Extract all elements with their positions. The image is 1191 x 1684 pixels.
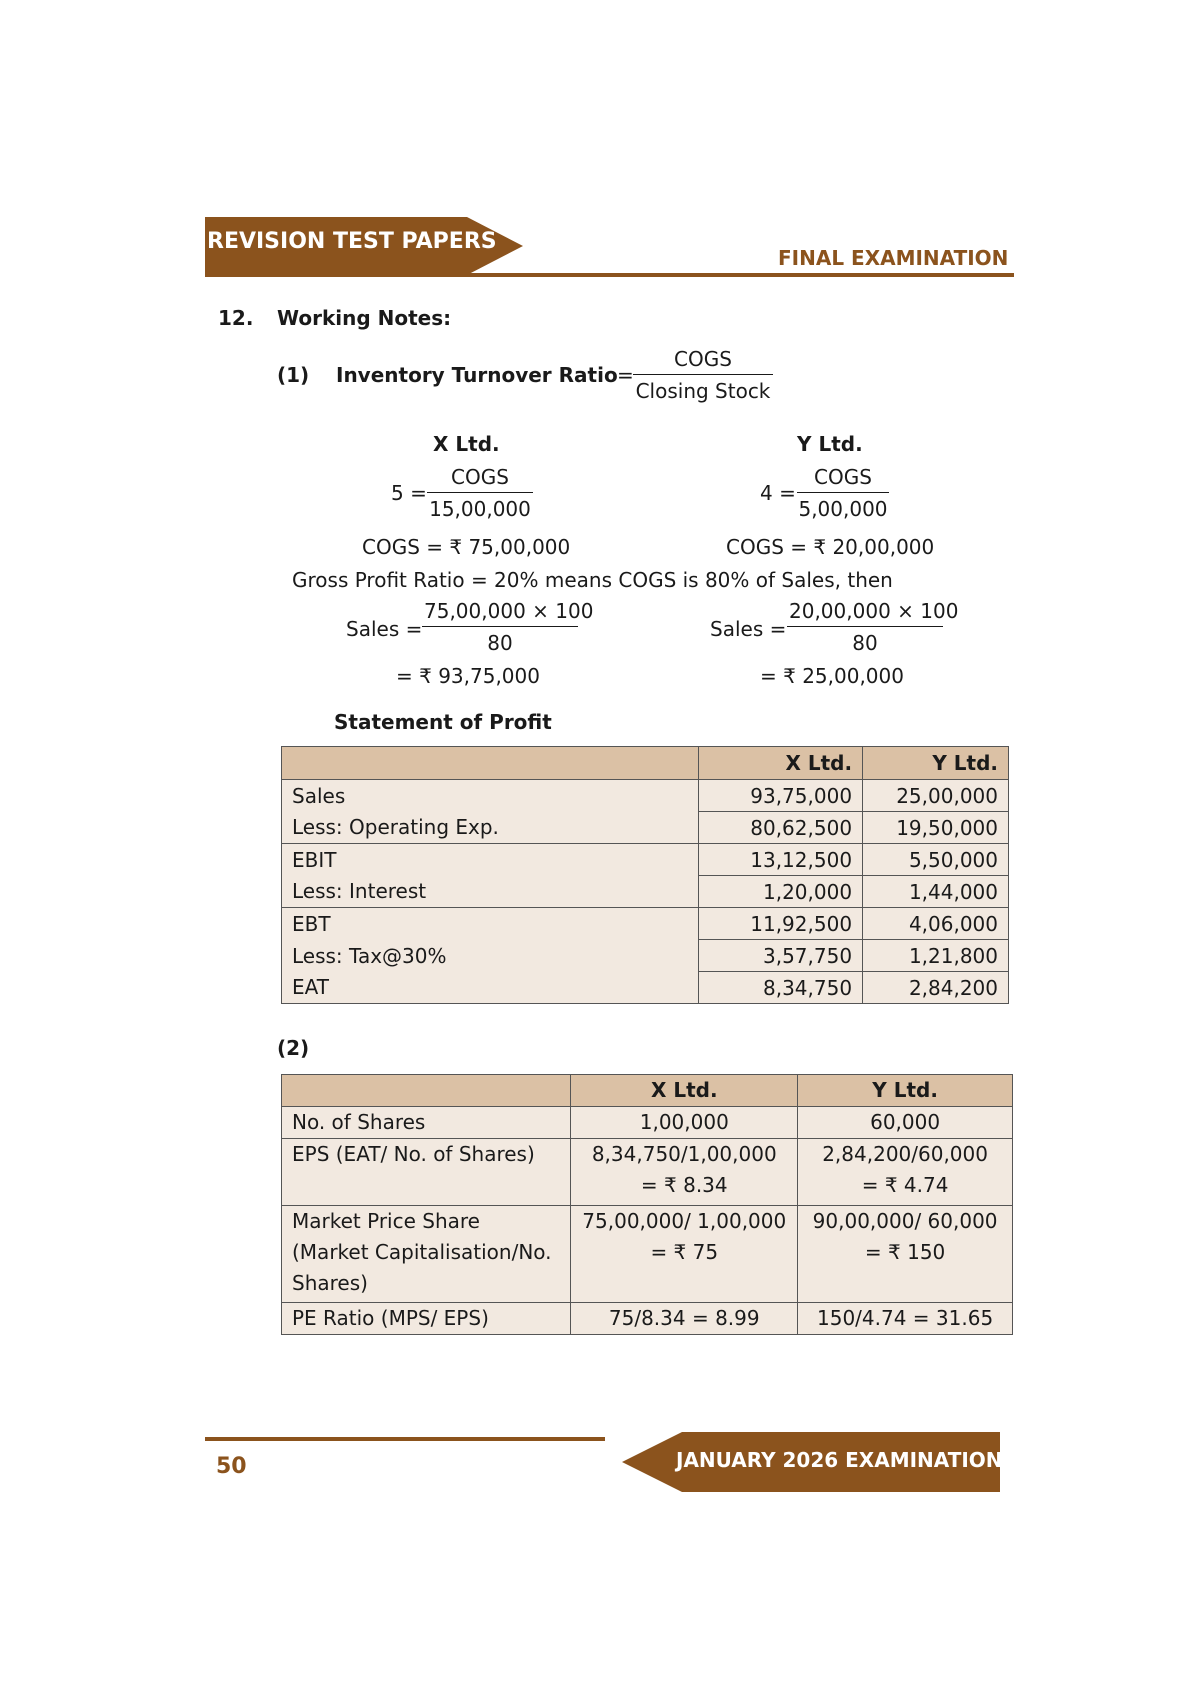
row-y-value: 5,50,000 (863, 844, 1009, 876)
x-cogs-result: COGS = ₹ 75,00,000 (362, 535, 571, 559)
table-row (282, 844, 1009, 876)
row-x-value: 8,34,750 (699, 972, 863, 1004)
x-ratio-label: 5 = (391, 481, 427, 505)
x-sales-fraction (422, 599, 594, 655)
row-y-value: 1,21,800 (863, 940, 1009, 972)
row-y-value: 25,00,000 (863, 780, 1009, 812)
row-label: Less: Tax@30% (282, 940, 699, 972)
row-x-value: 13,12,500 (699, 844, 863, 876)
y-sales-fraction (787, 599, 959, 655)
row-x-value (571, 1206, 798, 1303)
x-cogs-denominator: 15,00,000 (429, 497, 531, 521)
table-row (282, 940, 1009, 972)
header-title: REVISION TEST PAPERS (207, 229, 497, 254)
ratio-header-blank (282, 1075, 571, 1107)
y-cogs-fraction (797, 465, 889, 521)
statement-header-y: Y Ltd. (863, 747, 1009, 780)
row-y-line2: = ₹ 150 (864, 1240, 946, 1264)
row-x-value: 1,00,000 (571, 1107, 798, 1139)
row-label (282, 1206, 571, 1303)
row-label: Sales (282, 780, 699, 812)
row-x-value: 3,57,750 (699, 940, 863, 972)
note1-label: (1) (277, 363, 310, 387)
row-y-line1: 2,84,200/60,000 (822, 1142, 988, 1166)
question-title: Working Notes: (277, 306, 452, 330)
row-y-value: 60,000 (798, 1107, 1013, 1139)
row-label-line2: (Market Capitalisation/No. (292, 1240, 552, 1264)
row-y-line2: = ₹ 4.74 (861, 1173, 949, 1197)
row-y-value (798, 1139, 1013, 1206)
x-heading: X Ltd. (433, 432, 500, 456)
table-row (282, 1139, 1013, 1206)
y-sales-label: Sales = (710, 617, 787, 641)
x-cogs-fraction (427, 465, 533, 521)
table-row (282, 876, 1009, 908)
y-heading: Y Ltd. (797, 432, 863, 456)
row-y-value (798, 1206, 1013, 1303)
row-y-value: 19,50,000 (863, 812, 1009, 844)
ratio-header-x: X Ltd. (571, 1075, 798, 1107)
y-sales-numerator: 20,00,000 × 100 (787, 599, 943, 627)
y-cogs-denominator: 5,00,000 (798, 497, 888, 521)
row-x-value: 80,62,500 (699, 812, 863, 844)
x-cogs-numerator: COGS (427, 465, 533, 493)
table-row (282, 1107, 1013, 1139)
y-cogs-numerator: COGS (797, 465, 889, 493)
row-label: EPS (EAT/ No. of Shares) (282, 1139, 571, 1206)
ratio-header-row (282, 1075, 1013, 1107)
ratio-table (281, 1074, 1013, 1335)
row-x-value: 1,20,000 (699, 876, 863, 908)
row-x-line1: 8,34,750/1,00,000 (591, 1142, 777, 1166)
y-cogs-result: COGS = ₹ 20,00,000 (726, 535, 935, 559)
statement-table (281, 746, 1009, 1004)
row-y-line1: 90,00,000/ 60,000 (812, 1209, 998, 1233)
row-x-value: 75/8.34 = 8.99 (571, 1303, 798, 1335)
x-sales-label: Sales = (346, 617, 423, 641)
row-label: Less: Interest (282, 876, 699, 908)
row-y-value: 4,06,000 (863, 908, 1009, 940)
row-y-value: 1,44,000 (863, 876, 1009, 908)
row-x-line2: = ₹ 75 (650, 1240, 719, 1264)
note1-fraction (633, 347, 773, 403)
note1-equals: = (617, 363, 634, 387)
footer-exam-label: JANUARY 2026 EXAMINATION (676, 1448, 1003, 1472)
y-sales-denominator: 80 (852, 631, 878, 655)
header-rule (205, 273, 1014, 277)
row-label-line1: Market Price Share (292, 1209, 480, 1233)
table-row (282, 972, 1009, 1004)
page-number: 50 (216, 1454, 247, 1479)
table-row (282, 1303, 1013, 1335)
row-x-value (571, 1139, 798, 1206)
note1-denominator: Closing Stock (635, 379, 771, 403)
x-sales-numerator: 75,00,000 × 100 (422, 599, 578, 627)
question-number: 12. (218, 306, 254, 330)
statement-header-row (282, 747, 1009, 780)
row-x-value: 93,75,000 (699, 780, 863, 812)
table-row (282, 812, 1009, 844)
y-ratio-label: 4 = (760, 481, 796, 505)
y-sales-result: = ₹ 25,00,000 (760, 664, 904, 688)
row-y-value: 150/4.74 = 31.65 (798, 1303, 1013, 1335)
gross-profit-note: Gross Profit Ratio = 20% means COGS is 80% of Sales, then (292, 568, 893, 592)
table-row (282, 908, 1009, 940)
note1-numerator: COGS (633, 347, 773, 375)
row-label: EBT (282, 908, 699, 940)
ratio-header-y: Y Ltd. (798, 1075, 1013, 1107)
x-sales-result: = ₹ 93,75,000 (396, 664, 540, 688)
row-y-value: 2,84,200 (863, 972, 1009, 1004)
row-label: No. of Shares (282, 1107, 571, 1139)
statement-title: Statement of Profit (334, 710, 552, 734)
row-x-line1: 75,00,000/ 1,00,000 (582, 1209, 787, 1233)
table-row (282, 780, 1009, 812)
row-label-line3: Shares) (292, 1271, 368, 1295)
x-sales-denominator: 80 (487, 631, 513, 655)
statement-header-x: X Ltd. (699, 747, 863, 780)
note2-label: (2) (277, 1036, 310, 1060)
row-label: EBIT (282, 844, 699, 876)
table-row (282, 1206, 1013, 1303)
row-x-line2: = ₹ 8.34 (640, 1173, 728, 1197)
statement-header-blank (282, 747, 699, 780)
header-exam-label: FINAL EXAMINATION (778, 246, 1009, 270)
row-label: EAT (282, 972, 699, 1004)
row-label: PE Ratio (MPS/ EPS) (282, 1303, 571, 1335)
footer-rule (205, 1437, 605, 1441)
row-label: Less: Operating Exp. (282, 812, 699, 844)
note1-title: Inventory Turnover Ratio (336, 363, 618, 387)
row-x-value: 11,92,500 (699, 908, 863, 940)
